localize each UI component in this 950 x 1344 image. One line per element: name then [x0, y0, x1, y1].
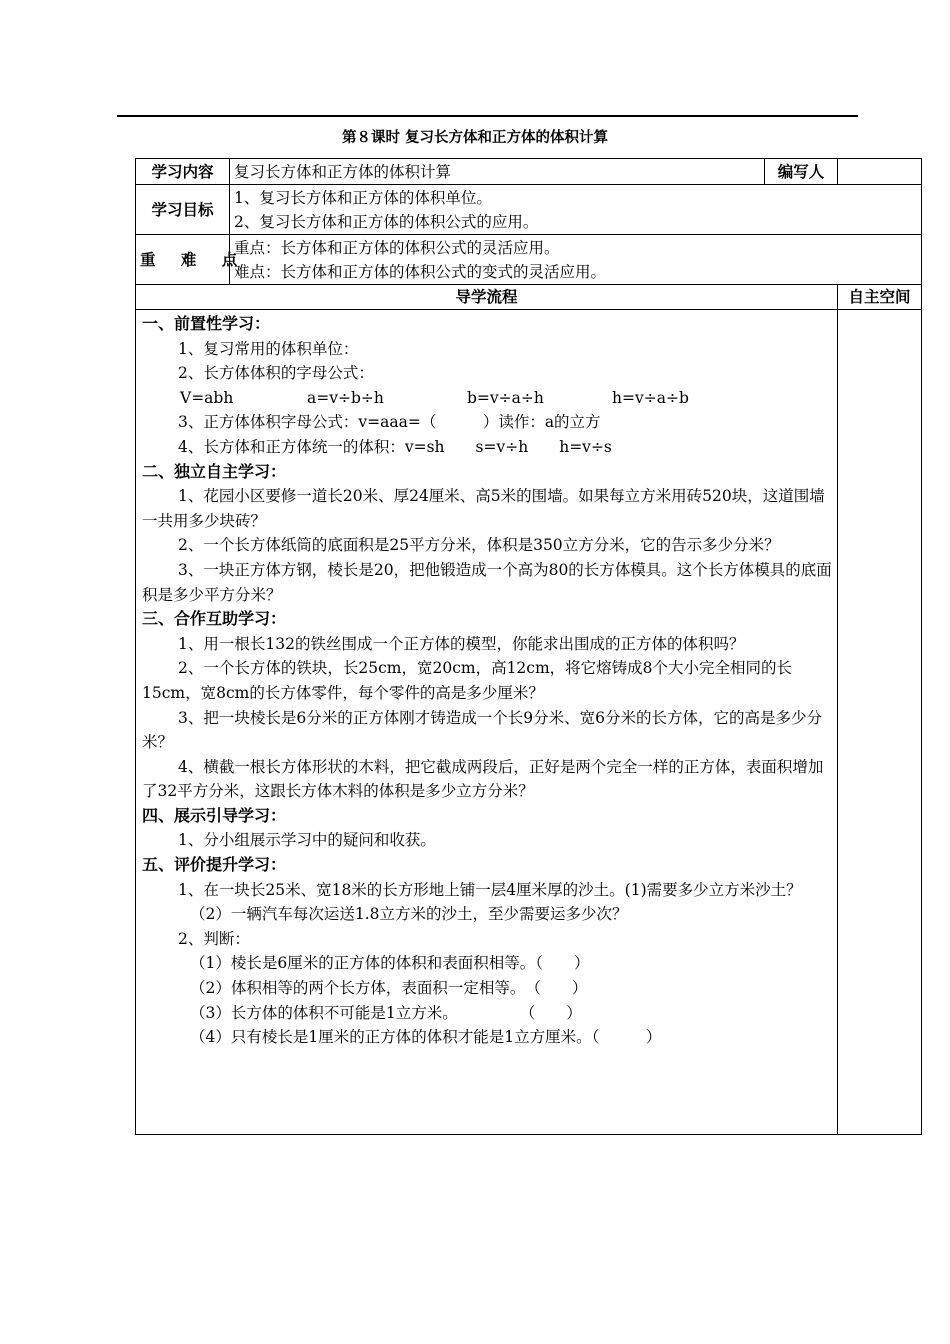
content-value: 复习长方体和正方体的体积计算	[230, 159, 765, 185]
section-title: 五、评价提升学习：	[142, 855, 287, 875]
question: （2）一辆汽车每次运送1.8立方米的沙土，至少需要运多少次？	[190, 905, 628, 924]
author-value	[838, 159, 922, 185]
paragraph: 3、正方体体积字母公式：v=aaa=（ ）读作：a的立方	[178, 413, 601, 432]
paragraph: 2、长方体体积的字母公式：	[178, 364, 374, 383]
flow-header: 导学流程	[136, 285, 838, 310]
question: 1、花园小区要修一道长20米、厚24厘米、高5米的围墙。如果每立方米用砖520块，这道围墙一共用多少块砖？	[142, 487, 825, 530]
question: 1、用一根长132的铁丝围成一个正方体的模型，你能求出围成的正方体的体积吗？	[178, 634, 745, 653]
formula: b=v÷a÷h	[467, 388, 544, 407]
question: 2、一个长方体纸筒的底面积是25平方分米，体积是350立方分米，它的告示多少分米？	[178, 536, 780, 555]
formula: V=abh	[180, 388, 234, 407]
lesson-table	[135, 158, 922, 1135]
section-title: 四、展示引导学习：	[142, 805, 287, 825]
paragraph: 1、复习常用的体积单位：	[178, 339, 359, 358]
header-rule	[117, 115, 858, 117]
row-content	[136, 159, 922, 185]
row-flow-header	[136, 285, 922, 310]
goals-cell	[230, 185, 922, 235]
space-column	[838, 310, 922, 1135]
goal-item: 1、复习长方体和正方体的体积单位。	[234, 188, 492, 207]
judgement-item: （1）棱长是6厘米的正方体的体积和表面积相等。（ ）	[190, 954, 590, 973]
formula: h=v÷a÷b	[612, 388, 689, 407]
section-title: 三、合作互助学习：	[142, 609, 287, 629]
author-label: 编写人	[765, 159, 838, 185]
flow-body	[136, 310, 838, 1135]
paragraph: 4、长方体和正方体统一的体积：v=sh s=v÷h h=v÷s	[178, 437, 612, 456]
formula: a=v÷b÷h	[307, 388, 384, 407]
question: 3、一块正方体方钢，棱长是20，把他锻造成一个高为80的长方体模具。这个长方体模具的底面积是多少平方分米？	[142, 560, 832, 604]
page-title: 第８课时 复习长方体和正方体的体积计算	[341, 130, 609, 146]
keypoints-label: 重 难 点	[136, 235, 230, 285]
judgement-item: （2）体积相等的两个长方体，表面积一定相等。 （ ）	[190, 979, 588, 998]
question: 3、把一块棱长是6分米的正方体刚才铸造成一个长9分米、宽6分米的长方体，它的高是多少分米？	[142, 708, 822, 752]
goal-item: 2、复习长方体和正方体的体积公式的应用。	[234, 212, 539, 231]
row-body	[136, 310, 922, 1135]
question: 1、在一块长25米、宽18米的长方形地上铺一层4厘米厚的沙土。(1)需要多少立方米沙土？	[178, 880, 802, 899]
section-title: 二、独立自主学习：	[142, 461, 287, 481]
content-label: 学习内容	[136, 159, 230, 185]
goals-label: 学习目标	[136, 185, 230, 235]
question: 1、分小组展示学习中的疑问和收获。	[178, 831, 436, 850]
question: 2、一个长方体的铁块，长25cm，宽20cm，高12cm，将它熔铸成8个大小完全相同的长15cm，宽8cm的长方体零件，每个零件的高是多少厘米？	[142, 659, 793, 702]
keypoint-item: 难点：长方体和正方体的体积公式的变式的灵活应用。	[234, 262, 607, 281]
keypoints-cell	[230, 235, 922, 285]
row-keypoints	[136, 235, 922, 285]
judgement-item: （3）长方体的体积不可能是1立方米。 （ ）	[190, 1003, 582, 1022]
judgement-item: （4）只有棱长是1厘米的正方体的体积才能是1立方厘米。（ ）	[190, 1028, 662, 1047]
space-header: 自主空间	[838, 285, 922, 310]
section-title: 一、前置性学习：	[142, 314, 271, 333]
row-goals	[136, 185, 922, 235]
formula-row	[142, 386, 833, 411]
question: 2、判断：	[178, 929, 250, 948]
keypoint-item: 重点：长方体和正方体的体积公式的灵活应用。	[234, 238, 560, 257]
question: 4、横截一根长方体形状的木料，把它截成两段后，正好是两个完全一样的正方体，表面积增加了32平方分米，这跟长方体木料的体积是多少立方分米？	[142, 757, 824, 801]
